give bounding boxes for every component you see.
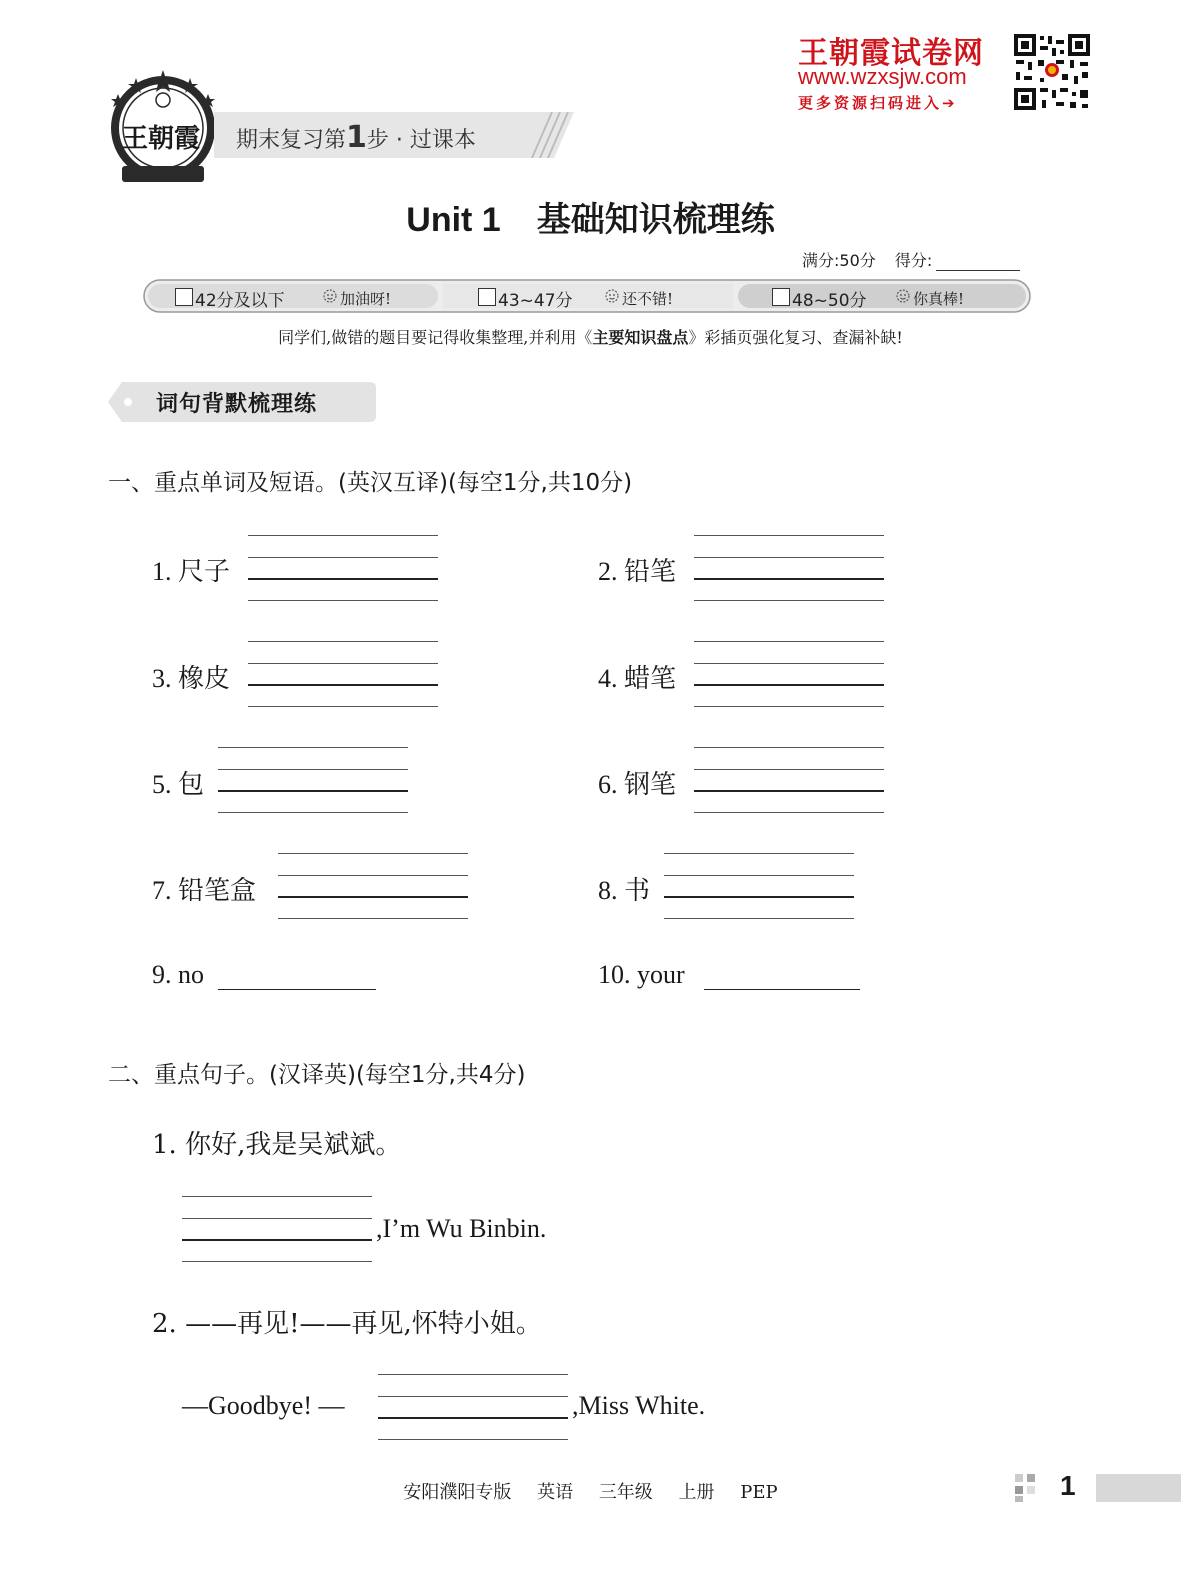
item-text: 书 — [624, 876, 651, 906]
footer-version: PEP — [740, 1482, 778, 1503]
title-name: 基础知识梳理练 — [536, 200, 775, 240]
item-number: 9. — [152, 960, 172, 989]
answer-lines-2[interactable] — [694, 535, 884, 601]
answer-lines-5[interactable] — [218, 747, 408, 813]
sentence-answer-suffix-1: ,I’m Wu Binbin. — [376, 1214, 547, 1243]
score-blank[interactable] — [936, 256, 1020, 271]
footer — [0, 1478, 1181, 1504]
item-text: 铅笔 — [624, 557, 677, 587]
item-number: 8. — [598, 876, 618, 905]
sentence-answer-suffix-2: ,Miss White. — [572, 1391, 706, 1420]
grade-note-1: 加油呀! — [340, 290, 392, 308]
word-item-7 — [152, 870, 256, 907]
grade-note-3: 你真棒! — [913, 290, 965, 308]
item-number: 1. — [152, 557, 172, 586]
step-label — [236, 120, 476, 155]
page-number: 1 — [1060, 1470, 1076, 1501]
grade-range-2: 43~47分 — [498, 291, 573, 311]
notice-pre: 同学们,做错的题目要记得收集整理,并利用《 — [278, 328, 593, 347]
step-number: 1 — [346, 120, 367, 155]
page-title — [0, 192, 1181, 241]
answer-lines-4[interactable] — [694, 641, 884, 707]
item-text: 橡皮 — [178, 664, 231, 694]
section-title: 词句背默梳理练 — [156, 392, 318, 417]
answer-lines-3[interactable] — [248, 641, 438, 707]
part1-heading: 一、重点单词及短语。(英汉互译)(每空1分,共10分) — [108, 470, 633, 496]
full-score: 满分:50分 — [802, 251, 876, 270]
item-text: no — [178, 960, 204, 989]
item-number: 10. — [598, 960, 631, 989]
logo-text: 王朝霞 — [122, 124, 201, 154]
item-number: 5. — [152, 770, 172, 799]
grade-range-1: 42分及以下 — [195, 291, 285, 311]
sentence-text: 2. ——再见!——再见,怀特小姐。 — [152, 1309, 542, 1339]
qr-code-icon[interactable] — [1012, 32, 1092, 112]
footer-volume: 上册 — [678, 1482, 715, 1503]
word-item-10 — [598, 960, 685, 990]
grade-bar — [143, 279, 1031, 313]
sentence-answer-lines-2[interactable] — [378, 1374, 568, 1440]
sentence-answer-lines-1[interactable] — [182, 1196, 372, 1262]
word-item-9 — [152, 960, 204, 990]
step-suffix: 步 · 过课本 — [366, 128, 476, 153]
item-text: 钢笔 — [624, 770, 677, 800]
word-item-4 — [598, 658, 676, 695]
sentence-prompt-1 — [152, 1124, 401, 1161]
item-number: 6. — [598, 770, 618, 799]
word-item-3 — [152, 658, 230, 695]
got-score-label: 得分: — [894, 251, 933, 270]
grade-checkbox-3[interactable] — [772, 288, 790, 306]
word-item-5 — [152, 764, 204, 801]
page-tab — [1096, 1474, 1181, 1502]
word-item-2 — [598, 551, 676, 588]
part2-heading: 二、重点句子。(汉译英)(每空1分,共4分) — [108, 1062, 526, 1088]
brand-url[interactable]: www.wzxsjw.com — [798, 64, 967, 89]
item-text: 铅笔盒 — [178, 876, 257, 906]
grade-checkbox-1[interactable] — [175, 288, 193, 306]
item-number: 4. — [598, 664, 618, 693]
grade-note-2: 还不错! — [622, 290, 674, 308]
step-prefix: 期末复习第 — [236, 128, 347, 153]
footer-edition: 安阳濮阳专版 — [403, 1482, 512, 1503]
word-item-8 — [598, 870, 650, 907]
sentence-text: 1. 你好,我是吴斌斌。 — [152, 1130, 402, 1160]
answer-lines-8[interactable] — [664, 853, 854, 919]
answer-lines-7[interactable] — [278, 853, 468, 919]
unit-label: Unit 1 — [406, 201, 501, 239]
grade-range-3: 48~50分 — [792, 291, 867, 311]
brand-more-text: 更多资源扫码进入➔ — [798, 94, 958, 112]
smiley-icon — [323, 289, 337, 303]
answer-lines-6[interactable] — [694, 747, 884, 813]
answer-line-9[interactable] — [218, 989, 376, 990]
item-text: 蜡笔 — [624, 664, 677, 694]
item-text: 包 — [178, 770, 205, 800]
brand-name: 王朝霞试卷网 — [798, 36, 984, 71]
item-number: 7. — [152, 876, 172, 905]
item-text: 尺子 — [178, 557, 231, 587]
grade-checkbox-2[interactable] — [478, 288, 496, 306]
answer-lines-1[interactable] — [248, 535, 438, 601]
item-number: 2. — [598, 557, 618, 586]
smiley-icon — [605, 289, 619, 303]
sentence-prompt-2 — [152, 1303, 542, 1340]
sentence-answer-prefix-2: —Goodbye! — — [182, 1391, 345, 1420]
footer-subject: 英语 — [537, 1482, 574, 1503]
score-line — [802, 248, 1020, 271]
notice-post: 》彩插页强化复习、查漏补缺! — [688, 328, 903, 347]
footer-grade: 三年级 — [598, 1482, 653, 1503]
notice-bold: 主要知识盘点 — [592, 328, 689, 347]
answer-line-10[interactable] — [704, 989, 860, 990]
notice-text — [0, 325, 1181, 348]
item-number: 3. — [152, 664, 172, 693]
word-item-6 — [598, 764, 676, 801]
page-corner-decoration — [1015, 1474, 1055, 1502]
item-text: your — [637, 960, 685, 989]
word-item-1 — [152, 551, 230, 588]
smiley-icon — [896, 289, 910, 303]
